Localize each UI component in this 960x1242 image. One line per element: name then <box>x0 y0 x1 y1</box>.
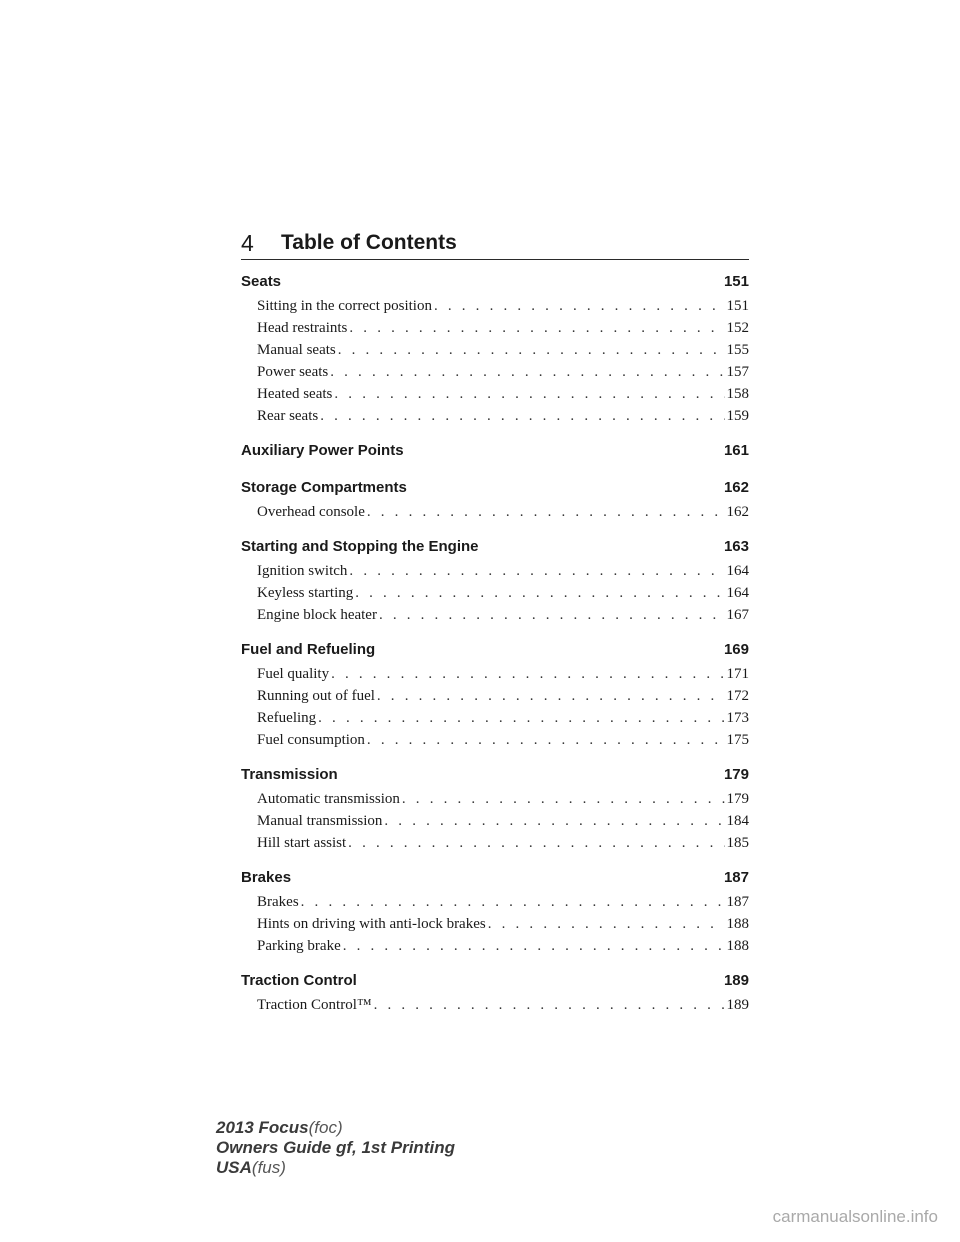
dot-leader <box>331 663 724 685</box>
toc-entry-page: 189 <box>726 997 749 1013</box>
footer-model-code: (foc) <box>308 1118 343 1137</box>
toc-section-page: 187 <box>723 869 749 886</box>
toc-entry-page: 188 <box>726 938 749 954</box>
toc-section-page: 169 <box>723 641 749 658</box>
toc-entry-page: 158 <box>726 386 749 402</box>
toc-entry[interactable] <box>241 994 749 1016</box>
toc-entry[interactable] <box>241 582 749 604</box>
toc-entry[interactable] <box>241 913 749 935</box>
toc-entry-page: 155 <box>726 342 749 358</box>
toc-section-title: Auxiliary Power Points <box>241 442 404 459</box>
toc-section-title: Seats <box>241 273 282 290</box>
toc-entry[interactable] <box>241 317 749 339</box>
toc-section-page: 161 <box>723 442 749 459</box>
toc-entry-page: 187 <box>726 894 749 910</box>
dot-leader <box>348 832 724 854</box>
toc-entry-page: 175 <box>726 732 749 748</box>
toc-entry-label: Automatic transmission <box>257 791 400 807</box>
dot-leader <box>374 994 725 1016</box>
toc-entry[interactable] <box>241 729 749 751</box>
toc-section[interactable] <box>241 533 749 560</box>
toc-entry-page: 184 <box>726 813 749 829</box>
toc-entry-page: 152 <box>726 320 749 336</box>
dot-leader <box>384 810 724 832</box>
toc-entry-page: 179 <box>726 791 749 807</box>
dot-leader <box>379 604 725 626</box>
toc-entry[interactable] <box>241 788 749 810</box>
watermark: carmanualsonline.info <box>772 1207 938 1226</box>
toc-entry-label: Keyless starting <box>257 585 354 601</box>
toc-entry[interactable] <box>241 935 749 957</box>
toc-entry-page: 164 <box>726 563 749 579</box>
toc-entry-label: Refueling <box>257 710 317 726</box>
toc-entry-label: Fuel consumption <box>257 732 365 748</box>
toc-entry[interactable] <box>241 832 749 854</box>
toc-entry-label: Hints on driving with anti-lock brakes <box>257 916 486 932</box>
footer-line-2 <box>216 1138 455 1158</box>
dot-leader <box>402 788 725 810</box>
toc-section-page: 151 <box>723 273 749 290</box>
toc-entry[interactable] <box>241 339 749 361</box>
toc-entry[interactable] <box>241 560 749 582</box>
toc-entry-label: Heated seats <box>257 386 333 402</box>
toc-entry-label: Parking brake <box>257 938 341 954</box>
footer-line-3 <box>216 1158 455 1178</box>
toc-entry-label: Ignition switch <box>257 563 348 579</box>
dot-leader <box>301 891 725 913</box>
toc-section-title: Starting and Stopping the Engine <box>241 538 479 555</box>
dot-leader <box>367 729 725 751</box>
toc-entry[interactable] <box>241 891 749 913</box>
dot-leader <box>349 317 724 339</box>
dot-leader <box>338 339 725 361</box>
toc-entry-label: Overhead console <box>257 504 365 520</box>
toc-entry-page: 159 <box>726 408 749 424</box>
toc-entry[interactable] <box>241 383 749 405</box>
toc-section-page: 163 <box>723 538 749 555</box>
toc-entry-page: 151 <box>726 298 749 314</box>
toc-section[interactable] <box>241 474 749 501</box>
toc-entry-page: 172 <box>726 688 749 704</box>
toc-entry-label: Sitting in the correct position <box>257 298 432 314</box>
toc-entry-label: Rear seats <box>257 408 319 424</box>
toc-entry-label: Head restraints <box>257 320 348 336</box>
toc-entry[interactable] <box>241 685 749 707</box>
toc-entry-page: 188 <box>726 916 749 932</box>
toc-entry[interactable] <box>241 295 749 317</box>
header-rule <box>241 259 749 260</box>
toc-entry-label: Manual seats <box>257 342 336 358</box>
footer-line-1 <box>216 1118 455 1138</box>
dot-leader <box>434 295 725 317</box>
dot-leader <box>488 913 725 935</box>
toc-entry-page: 173 <box>726 710 749 726</box>
dot-leader <box>343 935 725 957</box>
toc-section-page: 179 <box>723 766 749 783</box>
toc-section[interactable] <box>241 268 749 295</box>
toc-entry-label: Manual transmission <box>257 813 383 829</box>
dot-leader <box>355 582 724 604</box>
page-number: 4 <box>241 230 254 256</box>
toc-section[interactable] <box>241 437 749 464</box>
toc-entry-page: 171 <box>726 666 749 682</box>
toc-entry-page: 167 <box>726 607 749 623</box>
toc-section-title: Transmission <box>241 766 338 783</box>
toc-section[interactable] <box>241 864 749 891</box>
toc-section-title: Storage Compartments <box>241 479 407 496</box>
document-footer <box>216 1118 455 1178</box>
toc-entry-page: 157 <box>726 364 749 380</box>
toc-section-page: 189 <box>723 972 749 989</box>
toc-entry-label: Brakes <box>257 894 299 910</box>
toc-entry[interactable] <box>241 707 749 729</box>
toc-entry-page: 162 <box>726 504 749 520</box>
toc-section[interactable] <box>241 967 749 994</box>
toc-section-page: 162 <box>723 479 749 496</box>
toc-entry[interactable] <box>241 501 749 523</box>
dot-leader <box>330 361 724 383</box>
toc-entry-label: Traction Control™ <box>257 997 372 1013</box>
page-header <box>241 229 749 259</box>
dot-leader <box>318 707 724 729</box>
toc-section[interactable] <box>241 636 749 663</box>
page-title: Table of Contents <box>281 231 457 254</box>
toc-section[interactable] <box>241 761 749 788</box>
toc-entry-label: Power seats <box>257 364 329 380</box>
footer-market-code: (fus) <box>251 1158 286 1177</box>
toc-entry-label: Engine block heater <box>257 607 377 623</box>
dot-leader <box>367 501 725 523</box>
toc-entry[interactable] <box>241 405 749 427</box>
toc-entry[interactable] <box>241 361 749 383</box>
dot-leader <box>334 383 724 405</box>
dot-leader <box>320 405 724 427</box>
table-of-contents <box>241 268 749 1016</box>
toc-section-title: Traction Control <box>241 972 357 989</box>
toc-entry[interactable] <box>241 663 749 685</box>
dot-leader <box>377 685 725 707</box>
toc-entry-label: Fuel quality <box>257 666 330 682</box>
footer-guide: Owners Guide gf, 1st Printing <box>216 1138 455 1157</box>
footer-model: 2013 Focus <box>216 1118 309 1137</box>
toc-entry-label: Hill start assist <box>257 835 347 851</box>
footer-market: USA <box>216 1158 252 1177</box>
toc-entry-label: Running out of fuel <box>257 688 375 704</box>
toc-entry-page: 185 <box>726 835 749 851</box>
toc-section-title: Brakes <box>241 869 292 886</box>
toc-entry[interactable] <box>241 810 749 832</box>
toc-entry-page: 164 <box>726 585 749 601</box>
dot-leader <box>349 560 724 582</box>
toc-entry[interactable] <box>241 604 749 626</box>
toc-section-title: Fuel and Refueling <box>241 641 376 658</box>
